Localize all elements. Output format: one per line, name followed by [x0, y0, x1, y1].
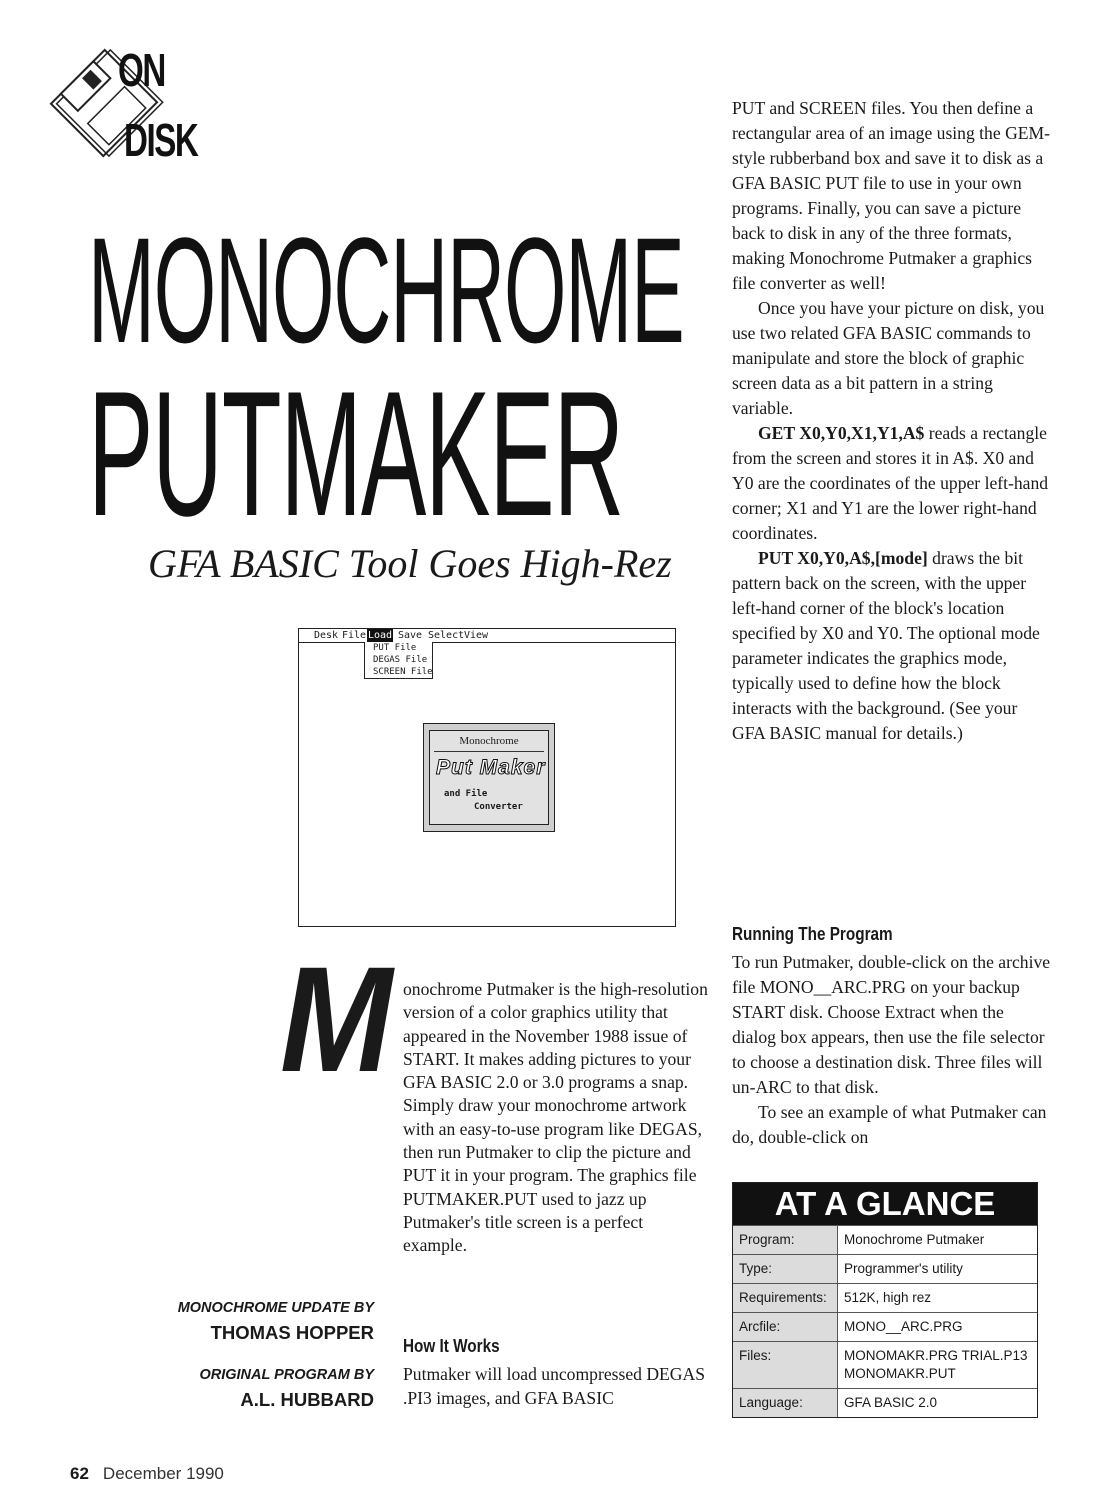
dropdown-item: SCREEN File [373, 667, 433, 677]
credit-role: ORIGINAL PROGRAM BY [199, 1367, 374, 1383]
paragraph: To see an example of what Putmaker can do, double-click on [732, 1102, 1047, 1147]
menu-select: Select [428, 630, 465, 641]
table-row: Language: GFA BASIC 2.0 [733, 1389, 1037, 1418]
running-text [732, 950, 1052, 1150]
menu-save: Save [398, 630, 423, 641]
how-it-works-text: Putmaker will load uncompressed DEGAS .PI3 images, and GFA BASIC [403, 1364, 705, 1408]
program-screenshot [298, 628, 676, 927]
dropdown-item: PUT File [373, 643, 417, 653]
menu-file: File [342, 630, 367, 641]
gem-menu-bar [299, 629, 675, 643]
menu-view: View [464, 630, 489, 641]
credit-name: THOMAS HOPPER [210, 1322, 374, 1343]
command-put: PUT X0,Y0,A$,[mode] [758, 548, 928, 568]
dialog-line2: Put Maker [436, 756, 546, 779]
dialog-line3: and File [444, 789, 488, 799]
table-row: Program: Monochrome Putmaker [733, 1226, 1037, 1255]
page-number: 62 [70, 1464, 89, 1483]
page-title-line1: MONOCHROME [88, 206, 684, 374]
dialog-line4: Converter [474, 802, 523, 812]
at-a-glance-table [733, 1225, 1037, 1417]
title-dialog [423, 723, 555, 832]
menu-load: Load [368, 630, 393, 641]
on-disk-logo [44, 42, 198, 182]
table-row: Requirements: 512K, high rez [733, 1284, 1037, 1313]
how-it-works-heading: How It Works [403, 1336, 500, 1356]
drop-cap: M [280, 935, 393, 1103]
credit-role: MONOCHROME UPDATE BY [177, 1300, 374, 1316]
load-dropdown [364, 642, 433, 679]
paragraph: PUT and SCREEN files. You then define a rectangular area of an image using the GEM-style rubberband box and save it to disk as a GFA BASIC PUT file to use in your own programs. Finally, you can save a picture back to disk in any of the three formats, making Monochrome Putmaker a graphics file converter as well! [732, 98, 1051, 293]
at-a-glance-box [732, 1182, 1038, 1418]
table-row: Files: MONOMAKR.PRG TRIAL.P13 MONOMAKR.PUT [733, 1342, 1037, 1389]
issue-date: December 1990 [102, 1464, 224, 1483]
intro-paragraph: onochrome Putmaker is the high-resolution version of a color graphics utility that appeared in the November 1988 issue of START. It makes adding pictures to your GFA BASIC 2.0 or 3.0 programs a snap. Simply draw your monochrome artwork with an easy-to-use program like DEGAS, then run Putmaker to clip the picture and PUT it in your program. The graphics file PUTMAKER.PUT used to jazz up Putmaker's title screen is a perfect example. [403, 979, 708, 1256]
page-title-line2: PUTMAKER [88, 354, 624, 553]
table-row: Arcfile: MONO__ARC.PRG [733, 1313, 1037, 1342]
paragraph: Once you have your picture on disk, you use two related GFA BASIC commands to manipulate and store the block of graphic screen data as a bit pattern in a string variable. [732, 298, 1045, 418]
dialog-line1: Monochrome [459, 735, 519, 747]
right-column-text [732, 96, 1052, 746]
credit-name: A.L. HUBBARD [240, 1389, 374, 1410]
paragraph: To run Putmaker, double-click on the archive file MONO__ARC.PRG on your backup START disk. Choose Extract when the dialog box appears, then use the file selector to choose a destination disk. Three files will un-ARC to that disk. [732, 952, 1051, 1097]
at-a-glance-heading: AT A GLANCE [733, 1183, 1037, 1225]
logo-disk: DISK [124, 114, 198, 166]
dropdown-item: DEGAS File [373, 655, 428, 665]
page-footer [70, 1464, 224, 1484]
page-subtitle: GFA BASIC Tool Goes High-Rez [148, 541, 672, 586]
command-get: GET X0,Y0,X1,Y1,A$ [758, 423, 925, 443]
logo-on: ON [118, 44, 165, 96]
paragraph: PUT X0,Y0,A$,[mode] draws the bit pattern back on the screen, with the upper left-hand corner of the block's location specified by X0 and Y0. The optional mode parameter indicates the graphics mode, typically used to define how the block interacts with the background. (See your GFA BASIC manual for details.) [732, 548, 1040, 743]
paragraph: GET X0,Y0,X1,Y1,A$ reads a rectangle from the screen and stores it in A$. X0 and Y0 are the coordinates of the upper left-hand corner; X1 and Y1 are the lower right-hand coordinates. [732, 423, 1049, 543]
menu-desk: Desk [314, 630, 339, 641]
running-heading: Running The Program [732, 924, 893, 944]
table-row: Type: Programmer's utility [733, 1255, 1037, 1284]
